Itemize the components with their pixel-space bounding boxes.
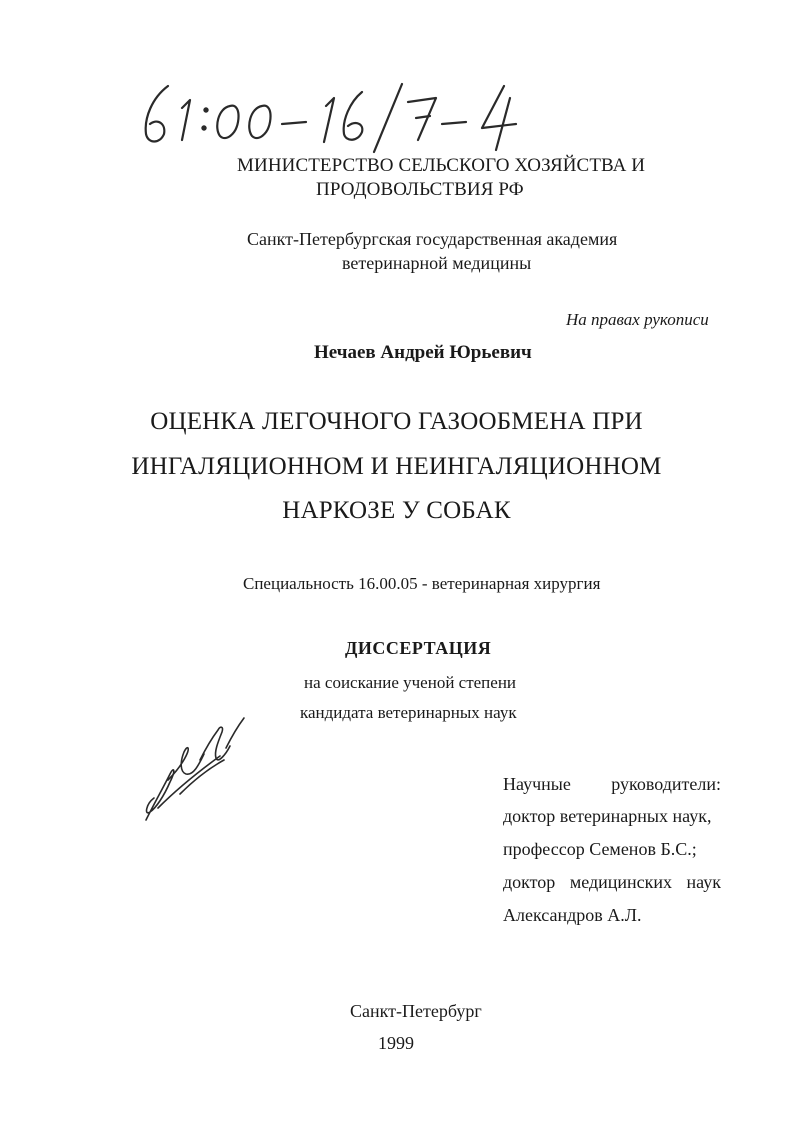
supervisor-2-name: Александров А.Л. (503, 905, 642, 925)
year: 1999 (378, 1033, 414, 1053)
supervisor-2-degree-word-2: медицинских (569, 872, 673, 892)
dissertation-title-line-2: ИНГАЛЯЦИОННОМ И НЕИНГАЛЯЦИОННОМ (131, 453, 662, 480)
handwritten-archive-code (130, 78, 560, 158)
supervisor-2-degree-word-1: доктор (503, 872, 556, 892)
supervisors-label-word-1: Научные (503, 774, 571, 794)
dissertation-title-line-3: НАРКОЗЕ У СОБАК (282, 497, 511, 524)
supervisor-2-degree-word-3: наук (686, 872, 721, 892)
ministry-name-line-2: ПРОДОВОЛЬСТВИЯ РФ (316, 179, 524, 200)
supervisor-2-degree (503, 872, 721, 893)
specialty-line: Специальность 16.00.05 - ветеринарная хирургия (243, 574, 601, 593)
city: Санкт-Петербург (350, 1001, 482, 1021)
manuscript-rights-note: На правах рукописи (566, 310, 709, 329)
academy-name-line-2: ветеринарной медицины (342, 253, 532, 273)
supervisors-label-word-2: руководители: (611, 774, 721, 794)
degree-line-1: на соискание ученой степени (304, 673, 517, 692)
supervisors-label (503, 774, 721, 795)
dissertation-heading: ДИССЕРТАЦИЯ (345, 638, 492, 658)
author-name: Нечаев Андрей Юрьевич (314, 342, 532, 363)
degree-line-2: кандидата ветеринарных наук (300, 703, 517, 722)
dissertation-title-line-1: ОЦЕНКА ЛЕГОЧНОГО ГАЗООБМЕНА ПРИ (150, 408, 643, 435)
supervisor-1-name: профессор Семенов Б.С.; (503, 839, 697, 859)
supervisor-1-degree: доктор ветеринарных наук, (503, 806, 712, 826)
ministry-name-line-1: МИНИСТЕРСТВО СЕЛЬСКОГО ХОЗЯЙСТВА И (237, 155, 646, 176)
handwritten-signature (140, 712, 250, 827)
academy-name-line-1: Санкт-Петербургская государственная академия (247, 229, 618, 249)
